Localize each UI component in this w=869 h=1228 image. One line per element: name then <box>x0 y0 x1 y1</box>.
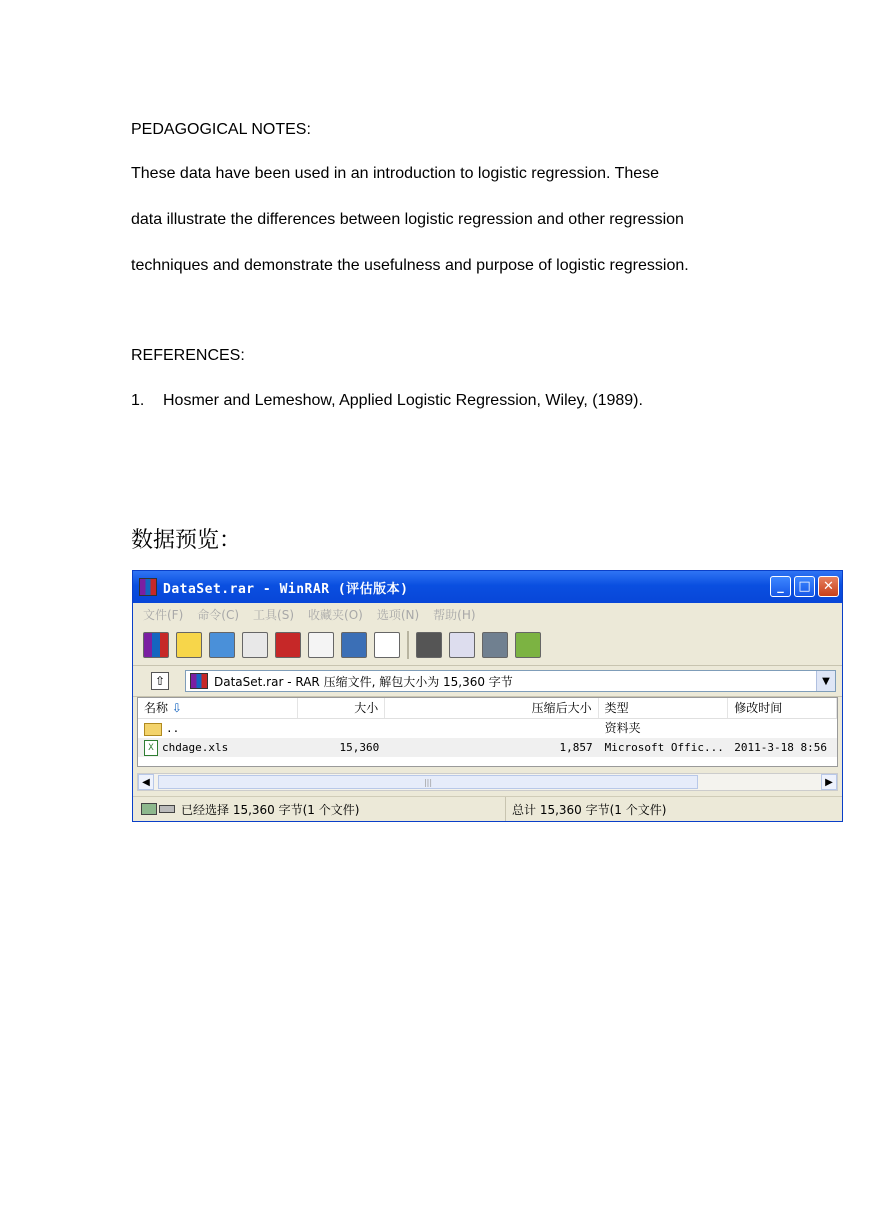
chevron-down-icon[interactable]: ▼ <box>816 671 835 691</box>
menu-file[interactable]: 文件(F) <box>143 607 184 622</box>
row-packed: 1,857 <box>559 741 593 754</box>
protect-icon[interactable] <box>482 632 508 658</box>
key-icon <box>159 805 175 813</box>
test-icon[interactable] <box>209 632 235 658</box>
toolbar-separator <box>407 631 409 659</box>
notes-paragraph <box>131 151 771 289</box>
address-text: DataSet.rar - RAR 压缩文件, 解包大小为 15,360 字节 <box>214 674 513 689</box>
winrar-icon <box>139 578 157 596</box>
notes-line: techniques and demonstrate the usefulness and purpose of logistic regression. <box>131 257 689 274</box>
row-modified <box>728 719 837 738</box>
row-type: Microsoft Offic... <box>604 741 724 754</box>
comment-icon[interactable] <box>449 632 475 658</box>
row-size: 15,360 <box>339 741 380 754</box>
title-bar[interactable] <box>133 571 842 603</box>
row-packed <box>385 719 598 738</box>
window-title: DataSet.rar - WinRAR (评估版本) <box>163 581 409 597</box>
extract-to-icon[interactable] <box>176 632 202 658</box>
column-name[interactable]: 名称 ⇩ <box>138 698 298 718</box>
scrollbar-thumb[interactable]: ||| <box>158 775 698 789</box>
horizontal-scrollbar[interactable] <box>137 773 838 791</box>
column-size[interactable]: 大小 <box>298 698 386 718</box>
references-heading: REFERENCES: <box>131 347 245 364</box>
menu-help[interactable]: 帮助(H) <box>433 607 476 622</box>
notes-line: These data have been used in an introduction to logistic regression. These <box>131 165 660 182</box>
virus-scan-icon[interactable] <box>416 632 442 658</box>
winrar-window <box>132 570 843 822</box>
close-button[interactable]: ✕ <box>818 576 839 597</box>
view-icon[interactable] <box>242 632 268 658</box>
notes-line: data illustrate the differences between logistic regression and other regression <box>131 211 684 228</box>
delete-icon[interactable] <box>275 632 301 658</box>
maximize-button[interactable]: □ <box>794 576 815 597</box>
address-field[interactable] <box>185 670 836 692</box>
address-bar <box>133 666 842 697</box>
menu-bar <box>133 603 842 625</box>
table-row[interactable] <box>138 719 837 738</box>
column-modified[interactable]: 修改时间 <box>728 698 837 718</box>
row-size <box>298 719 386 738</box>
sort-arrow-icon: ⇩ <box>171 701 182 715</box>
menu-commands[interactable]: 命令(C) <box>197 607 240 622</box>
row-name: chdage.xls <box>162 741 229 754</box>
wizard-icon[interactable] <box>341 632 367 658</box>
scroll-right-icon[interactable]: ▶ <box>821 774 837 790</box>
status-total: 总计 15,360 字节(1 个文件) <box>512 802 667 817</box>
file-list <box>137 697 838 767</box>
row-modified: 2011-3-18 8:56 <box>734 741 828 754</box>
folder-icon <box>144 723 162 736</box>
menu-tools[interactable]: 工具(S) <box>253 607 295 622</box>
status-selected: 已经选择 15,360 字节(1 个文件) <box>181 802 360 817</box>
menu-options[interactable]: 选项(N) <box>376 607 420 622</box>
archive-icon <box>190 673 208 689</box>
table-row[interactable] <box>138 738 837 757</box>
reference-number: 1. <box>131 392 145 409</box>
column-packed[interactable]: 压缩后大小 <box>385 698 598 718</box>
excel-file-icon: X <box>144 740 158 756</box>
status-bar <box>133 796 842 821</box>
column-type[interactable]: 类型 <box>599 698 729 718</box>
info-icon[interactable] <box>374 632 400 658</box>
menu-favorites[interactable]: 收藏夹(O) <box>308 607 363 622</box>
list-header <box>138 698 837 719</box>
up-folder-button[interactable]: ⇧ <box>151 672 169 690</box>
add-icon[interactable] <box>143 632 169 658</box>
toolbar <box>133 625 842 666</box>
notes-heading: PEDAGOGICAL NOTES: <box>131 121 311 138</box>
reference-item <box>131 392 643 410</box>
sfx-icon[interactable] <box>515 632 541 658</box>
find-icon[interactable] <box>308 632 334 658</box>
preview-title: 数据预览： <box>131 528 242 553</box>
scroll-left-icon[interactable]: ◀ <box>138 774 154 790</box>
drive-icon <box>141 803 157 815</box>
row-type: 资料夹 <box>604 721 641 735</box>
row-name: .. <box>166 722 180 735</box>
minimize-button[interactable]: _ <box>770 576 791 597</box>
reference-text: Hosmer and Lemeshow, Applied Logistic Regression, Wiley, (1989). <box>163 392 643 409</box>
